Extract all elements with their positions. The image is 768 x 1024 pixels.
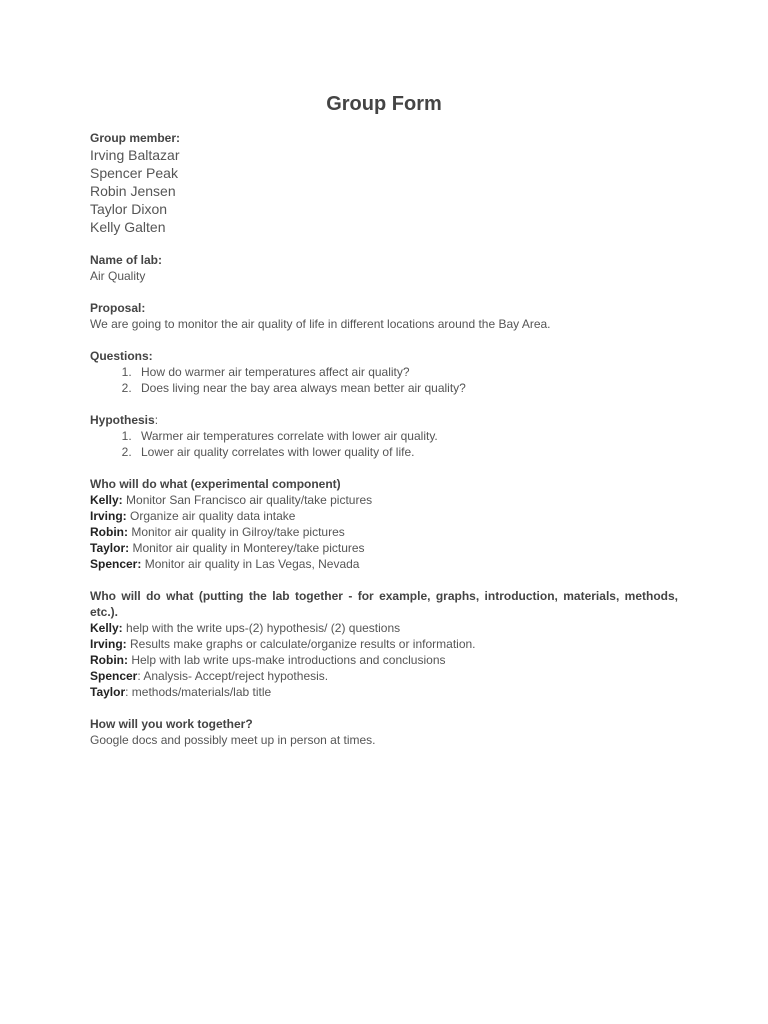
experimental-heading: Who will do what (experimental component) bbox=[90, 477, 341, 491]
assignment-row bbox=[90, 668, 678, 684]
assignee-name: Taylor bbox=[90, 685, 126, 699]
assignee-name: Irving: bbox=[90, 637, 127, 651]
assignee-name: Robin: bbox=[90, 525, 128, 539]
member-list bbox=[90, 146, 678, 236]
lab-assembly-section bbox=[90, 588, 678, 700]
assignment-task: : methods/materials/lab title bbox=[125, 685, 272, 699]
assignee-name: Taylor: bbox=[90, 541, 130, 555]
experimental-section bbox=[90, 476, 678, 572]
lab-name-section bbox=[90, 252, 678, 284]
group-member-heading: Group member: bbox=[90, 131, 181, 145]
lab-name-heading: Name of lab: bbox=[90, 253, 163, 267]
hypothesis-section bbox=[90, 412, 678, 460]
questions-heading: Questions: bbox=[90, 349, 153, 363]
hypothesis-heading-line bbox=[90, 412, 678, 428]
work-together-heading: How will you work together? bbox=[90, 717, 253, 731]
member-name: Irving Baltazar bbox=[90, 147, 180, 163]
assignment-task: Results make graphs or calculate/organize results or information. bbox=[126, 637, 476, 651]
assignee-name: Spencer: bbox=[90, 557, 142, 571]
assignment-task: Monitor air quality in Las Vegas, Nevada bbox=[141, 557, 360, 571]
hypothesis-list bbox=[90, 428, 678, 460]
assignment-task: Help with lab write ups-make introductions and conclusions bbox=[128, 653, 446, 667]
assignment-task: help with the write ups-(2) hypothesis/ (2) questions bbox=[122, 621, 401, 635]
assignee-name: Robin: bbox=[90, 653, 128, 667]
assignment-row bbox=[90, 636, 678, 652]
assignment-row bbox=[90, 684, 678, 700]
work-together-text: Google docs and possibly meet up in person at times. bbox=[90, 733, 376, 747]
member-name: Kelly Galten bbox=[90, 219, 166, 235]
assignment-row bbox=[90, 540, 678, 556]
lab-assembly-heading: Who will do what (putting the lab together - for example, graphs, introduction, materials, methods, etc.). bbox=[90, 589, 678, 619]
assignment-task: Monitor air quality in Monterey/take pictures bbox=[129, 541, 365, 555]
member-name: Spencer Peak bbox=[90, 165, 178, 181]
assignment-task: Monitor air quality in Gilroy/take pictures bbox=[128, 525, 345, 539]
hypothesis-heading-colon: : bbox=[154, 413, 159, 427]
assignment-row bbox=[90, 652, 678, 668]
proposal-heading: Proposal: bbox=[90, 301, 146, 315]
group-member-section bbox=[90, 130, 678, 236]
member-name: Taylor Dixon bbox=[90, 201, 168, 217]
member-name: Robin Jensen bbox=[90, 183, 176, 199]
questions-section bbox=[90, 348, 678, 396]
assignment-row bbox=[90, 492, 678, 508]
hypothesis-item: 2. Lower air quality correlates with lower quality of life. bbox=[135, 444, 678, 460]
assignment-row bbox=[90, 556, 678, 572]
lab-name-value: Air Quality bbox=[90, 269, 146, 283]
assignee-name: Spencer bbox=[90, 669, 138, 683]
assignment-task: Monitor San Francisco air quality/take pictures bbox=[122, 493, 373, 507]
question-item: 2. Does living near the bay area always mean better air quality? bbox=[135, 380, 678, 396]
form-content bbox=[90, 92, 678, 764]
question-item: 1. How do warmer air temperatures affect air quality? bbox=[135, 364, 678, 380]
page-title: Group Form bbox=[326, 93, 442, 115]
questions-list bbox=[90, 364, 678, 396]
assignment-task: Organize air quality data intake bbox=[126, 509, 296, 523]
assignee-name: Kelly: bbox=[90, 621, 123, 635]
assignment-row bbox=[90, 620, 678, 636]
proposal-text: We are going to monitor the air quality of life in different locations around the Bay Area. bbox=[90, 317, 551, 331]
assignment-row bbox=[90, 508, 678, 524]
hypothesis-item: 1. Warmer air temperatures correlate with lower air quality. bbox=[135, 428, 678, 444]
assignee-name: Irving: bbox=[90, 509, 127, 523]
hypothesis-heading: Hypothesis bbox=[90, 413, 155, 427]
work-together-section bbox=[90, 716, 678, 748]
proposal-section bbox=[90, 300, 678, 332]
assignment-row bbox=[90, 524, 678, 540]
assignment-task: : Analysis- Accept/reject hypothesis. bbox=[137, 669, 329, 683]
assignee-name: Kelly: bbox=[90, 493, 123, 507]
